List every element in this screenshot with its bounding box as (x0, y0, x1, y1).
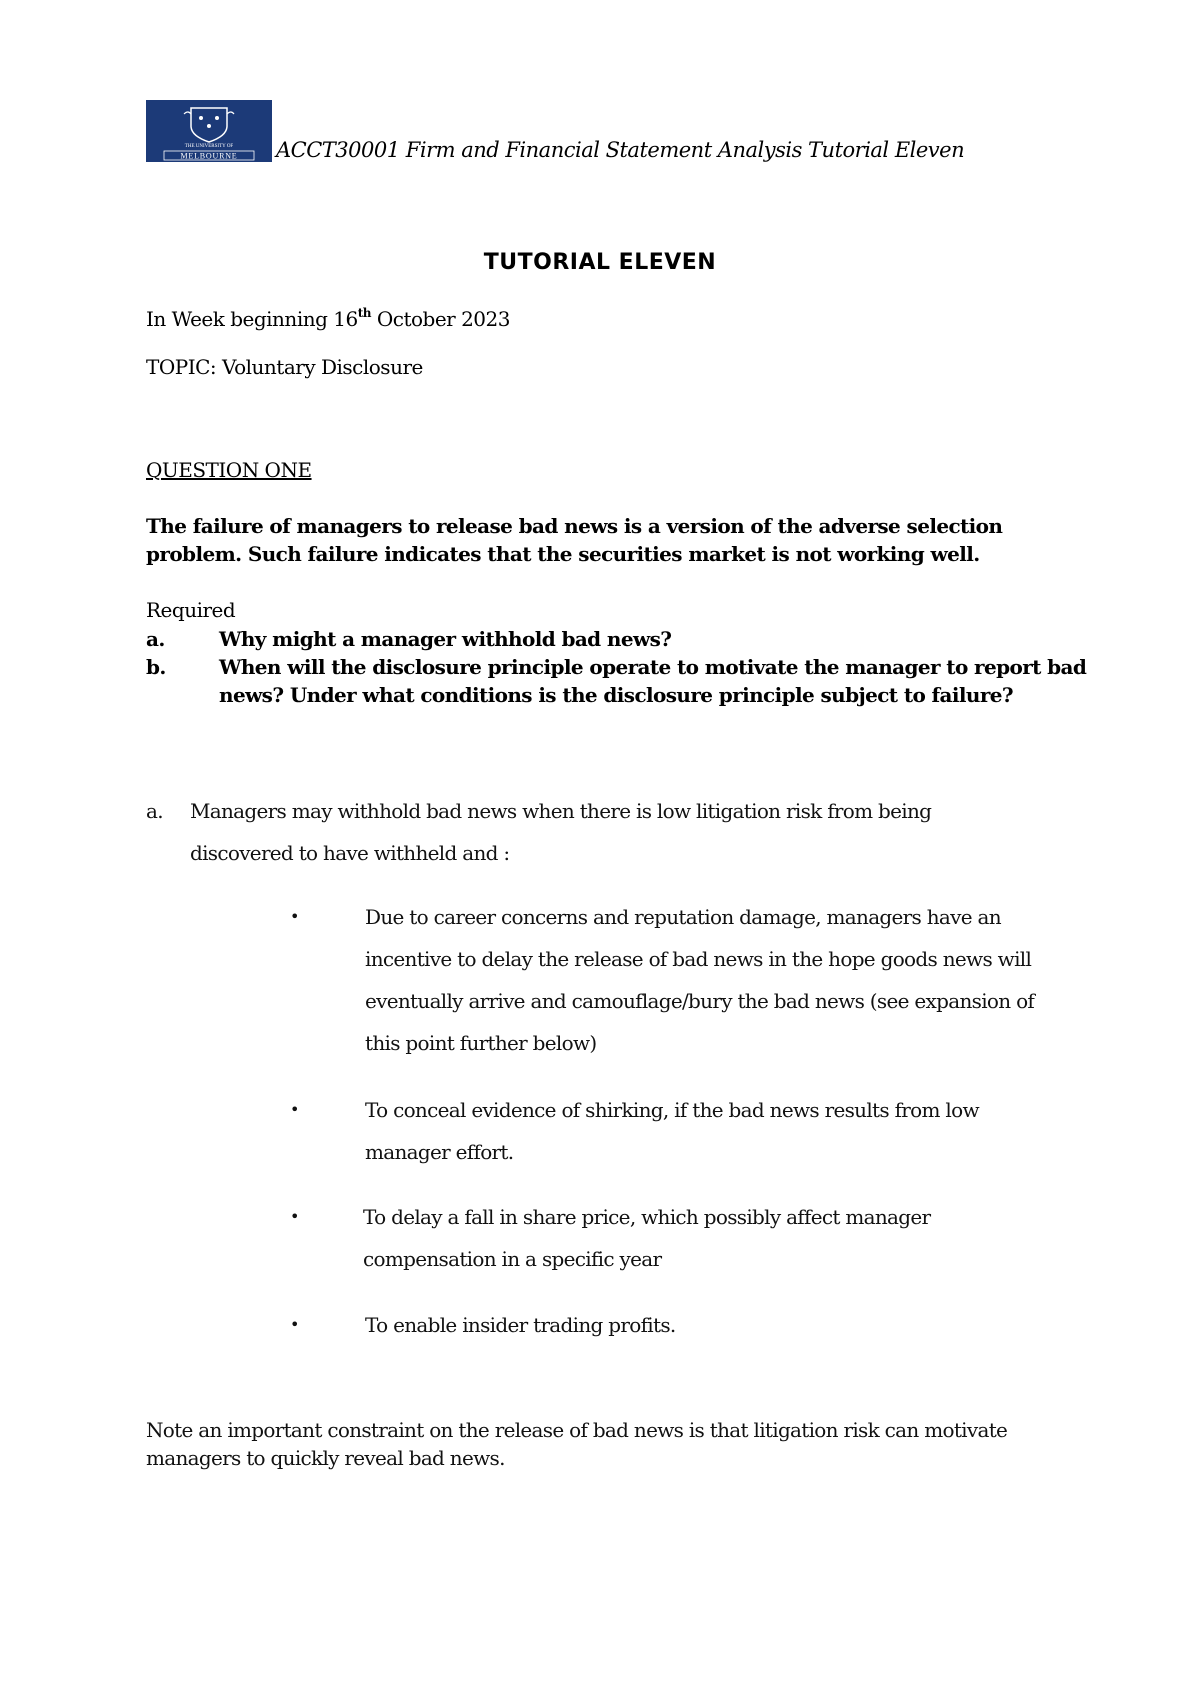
question-heading: QUESTION ONE (146, 458, 312, 482)
document-title: TUTORIAL ELEVEN (483, 250, 717, 275)
required-item-text: When will the disclosure principle operate to motivate the manager to report bad news? Under what conditions is the disclosure principle subject to failure? (219, 655, 1087, 707)
question-text: The failure of managers to release bad news is a version of the adverse selection problem. Such failure indicates that the securities market is not working well. (146, 514, 1003, 566)
answer-marker: a. (146, 799, 163, 823)
bullet-text: To enable insider trading profits. (365, 1313, 676, 1337)
course-title: ACCT30001 Firm and Financial Statement Analysis Tutorial Eleven (276, 138, 965, 162)
bullet-text: To conceal evidence of shirking, if the bad news results from low manager effort. (365, 1098, 979, 1164)
bullet-icon: • (290, 907, 299, 926)
week-suffix: October 2023 (370, 307, 510, 331)
week-prefix: In Week beginning 16 (146, 307, 358, 331)
svg-text:THE UNIVERSITY OF: THE UNIVERSITY OF (184, 144, 234, 149)
university-logo (146, 100, 272, 162)
answer-intro: Managers may withhold bad news when there is low litigation risk from being discovered to have withheld and : (190, 799, 932, 865)
required-item-text: Why might a manager withhold bad news? (219, 627, 672, 651)
week-superscript: th (357, 306, 371, 320)
required-label: Required (146, 598, 236, 622)
required-item-marker: b. (146, 655, 166, 679)
bullet-text: To delay a fall in share price, which possibly affect manager compensation in a specific year (363, 1205, 931, 1271)
bullet-text: Due to career concerns and reputation damage, managers have an incentive to delay the release of bad news in the hope goods news will eventually arrive and camouflage/bury the bad news (see expansion of this point further below) (365, 905, 1035, 1055)
week-line (146, 306, 510, 331)
required-item-marker: a. (146, 627, 165, 651)
bullet-icon: • (290, 1315, 299, 1334)
topic-line: TOPIC: Voluntary Disclosure (146, 355, 423, 379)
bullet-icon: • (290, 1100, 299, 1119)
answer-note: Note an important constraint on the release of bad news is that litigation risk can motivate managers to quickly reveal bad news. (146, 1418, 1008, 1470)
svg-text:MELBOURNE: MELBOURNE (180, 151, 238, 161)
bullet-icon: • (290, 1207, 299, 1226)
